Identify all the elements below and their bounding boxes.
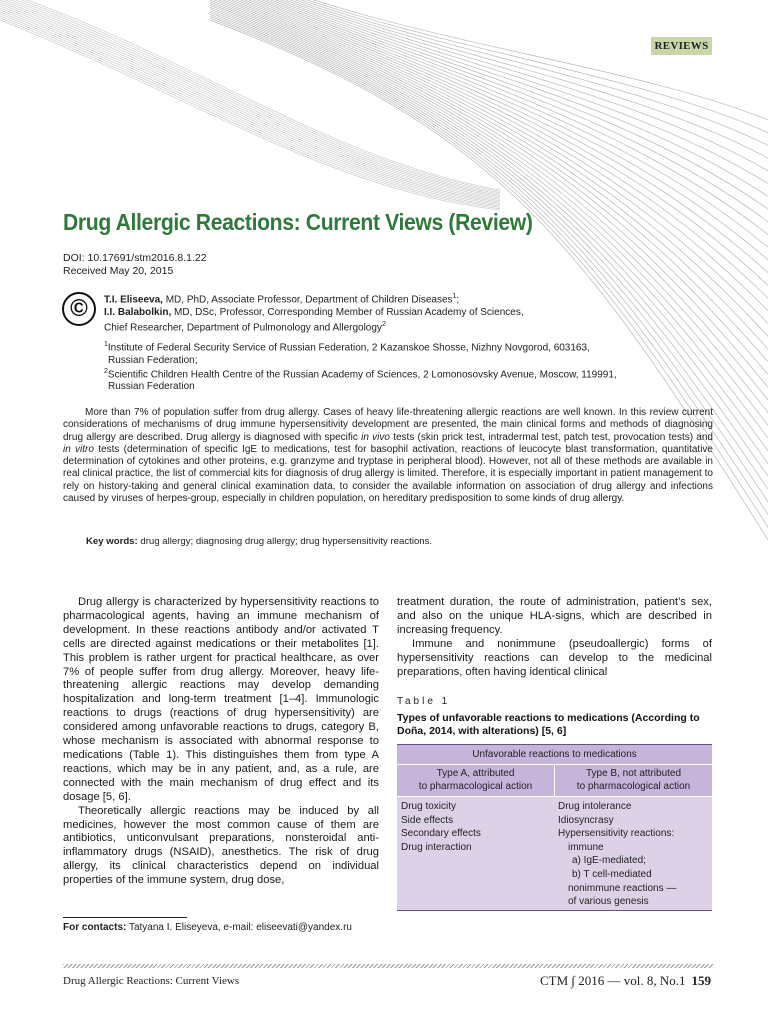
wave-line [0, 0, 500, 190]
table-cell: Drug toxicity [401, 801, 457, 812]
author-details: MD, DSc, Professor, Corresponding Member of Russian Academy of Sciences, [171, 307, 524, 318]
wave-line [210, 0, 768, 235]
table-column-b [554, 800, 712, 909]
table-cell: Hypersensitivity reactions: [558, 828, 675, 840]
table-caption: Types of unfavorable reactions to medications (According to Doña, 2014, with alterations) [5, 6] [397, 712, 700, 737]
author-tail: ; [456, 294, 460, 306]
wave-line [210, 0, 768, 171]
footer-journal-info [540, 973, 711, 989]
table-cell: Side effects [401, 814, 454, 826]
affiliation-sup: 1 [104, 341, 108, 348]
wave-line [0, 6, 500, 201]
wave-line [210, 0, 768, 375]
body-paragraph: Theoretically allergic reactions may be induced by all medicines, however the most common cause of them are antibiotics, unticonvulsant preparations, nonsteroidal anti-inflammatory drugs (NSAID), anesthetics. The risk of drug allergy, its clinical characteristics depend on individual properties of the immune system, drug dose, [63, 804, 379, 887]
page-number: 159 [691, 973, 711, 988]
abstract [63, 407, 713, 505]
author-sup: 2 [381, 321, 386, 328]
author-2-position [104, 321, 386, 333]
table-cell: nonimmune reactions — [568, 882, 677, 894]
wave-line [210, 0, 768, 209]
author-details: Chief Researcher, Department of Pulmonology and Allergology [104, 322, 382, 334]
affiliation-line: Institute of Federal Security Service of Russian Federation, 2 Kazanskoe Shosse, Nizhny Novgorod, 603163, [107, 342, 590, 354]
wave-line [210, 0, 768, 120]
wave-line [210, 0, 768, 400]
abstract-italic: in vivo [361, 431, 390, 443]
wave-line [0, 2, 500, 198]
wave-line [210, 0, 768, 222]
wave-line [210, 0, 768, 145]
column-header-type-a: Type A, attributed to pharmacological action [397, 765, 555, 796]
abstract-text: tests (determination of specific IgE to medications, test for basophil activation, reactions of leucocyte blast transformation, quantitative determination of cytokines and other proteins, e.g. granzyme and tryptase in peripheral blood). However, not all of these methods are available in real clinical practice, the list of commercial kits for diagnosis of drug allergy is limited. Therefore, it is especially important in patient management to rely on history-taking and general clinical examination data, to consider the available information on association of drug allergy and infections caused by viruses of herpes-group, especially in children population, on hereditary predisposition to some kinds of drug allergy. [63, 443, 713, 505]
author-sup: 1 [452, 293, 457, 300]
wave-line [210, 9, 768, 464]
wave-line [0, 0, 500, 195]
table-cell: Secondary effects [401, 828, 481, 840]
table-column-a [397, 800, 554, 909]
wave-line [0, 0, 500, 197]
abstract-text: More than 7% of population suffer from drug allergy. Cases of heavy life-threatening allergic reactions are well known. In this review current considerations of mechanisms of drug immune hypersensitivity development are presented, the main clinical forms and methods of diagnosing drug allergy are described. Drug allergy is diagnosed with specific [63, 407, 713, 443]
keywords-label: Key words: [86, 536, 138, 547]
body-paragraph: treatment duration, the route of administration, patient’s sex, and also on the unique HLA-signs, which are described in increasing frequency. [397, 596, 712, 636]
abstract-text: tests (skin prick test, intradermal test, patch test, provocation tests) and [389, 431, 713, 443]
table-body [397, 797, 712, 909]
wave-line [0, 0, 500, 191]
wave-line [0, 8, 500, 202]
copyright-icon: © [62, 292, 96, 326]
author-1 [104, 293, 459, 305]
author-name: I.I. Balabolkin, [104, 307, 172, 318]
reactions-table [397, 744, 712, 911]
wave-line [210, 0, 768, 158]
contacts [63, 922, 352, 933]
table-subheader-row [397, 765, 712, 797]
table-cell: Drug intolerance [558, 801, 632, 812]
table-cell: b) T cell-mediated [572, 868, 652, 880]
footer-journal: CTM ∫ 2016 — vol. 8, No.1 [540, 973, 686, 988]
column-header-type-b: Type B, not attributed to pharmacological action [576, 768, 691, 792]
footer-divider [63, 964, 713, 968]
author-details: MD, PhD, Associate Professor, Department of Children Diseases [162, 294, 453, 306]
body-column-right [397, 596, 712, 679]
wave-line [0, 0, 500, 193]
table-cell: Idiosyncrasy [558, 814, 614, 826]
table-cell: Drug interaction [401, 841, 472, 853]
table-cell: a) IgE-mediated; [572, 855, 646, 867]
wave-line [210, 0, 768, 196]
affiliation-1-country: Russian Federation; [108, 355, 198, 366]
wave-line [0, 14, 500, 206]
keywords [86, 536, 432, 547]
wave-line [210, 0, 768, 184]
footer-running-title: Drug Allergic Reactions: Current Views [63, 975, 240, 987]
affiliation-1 [104, 341, 590, 353]
table-cell: of various genesis [568, 896, 649, 908]
body-paragraph: Drug allergy is characterized by hypersensitivity reactions to pharmacological agents, having an immune mechanism of development. In these reactions antibody and/or activated T cells are directed against medications or their metabolites [1]. This problem is rather urgent for practical healthcare, as over 7% of people suffer from drug allergy. Moreover, heavy life-threatening allergic reactions may develop demanding hospitalization and long-term treatment [1–4]. Immunologic reactions to drugs (reactions of drug hypersensitivity) are considered among unfavorable reactions to drugs, category B, whose mechanism is associated with abnormal response to medications (Table 1). This distinguishes them from type A reactions, which may be in any patient, and, as a rule, are connected with the main mechanism of drug effect and its dosage [5, 6]. [63, 596, 379, 803]
received-date: Received May 20, 2015 [63, 265, 174, 277]
wave-line [0, 20, 500, 210]
contacts-label: For contacts: [63, 922, 127, 933]
wave-line [0, 10, 500, 203]
wave-line [210, 0, 768, 133]
section-tag: REVIEWS [651, 37, 712, 55]
affiliation-2-country: Russian Federation [108, 381, 195, 392]
table-label: Table 1 [397, 696, 451, 707]
wave-line [0, 0, 500, 194]
contact-divider [63, 917, 187, 918]
affiliation-line: Scientific Children Health Centre of the Russian Academy of Sciences, 2 Lomonosovsky Avenue, Moscow, 119991, [107, 369, 617, 381]
doi[interactable]: DOI: 10.17691/stm2016.8.1.22 [63, 252, 207, 264]
wave-line [0, 16, 500, 207]
author-2 [104, 307, 524, 318]
affiliation-2 [104, 368, 617, 380]
wave-line [0, 4, 500, 199]
table-cell: immune [568, 841, 604, 853]
affiliation-sup: 2 [104, 368, 108, 375]
wave-line [0, 18, 500, 209]
abstract-italic: in vitro [63, 443, 94, 455]
keywords-text: drug allergy; diagnosing drug allergy; drug hypersensitivity reactions. [137, 536, 433, 547]
table-header: Unfavorable reactions to medications [397, 745, 712, 765]
wave-line [0, 12, 500, 205]
article-title: Drug Allergic Reactions: Current Views (Review) [63, 209, 533, 235]
contacts-text[interactable]: Tatyana I. Eliseyeva, e-mail: eliseevati@yandex.ru [126, 922, 352, 933]
body-paragraph: Immune and nonimmune (pseudoallergic) forms of hypersensitivity reactions can develop to the medicinal preparations, often having identical clinical [397, 637, 712, 678]
body-column-left [63, 596, 379, 888]
author-name: T.I. Eliseeva, [104, 294, 163, 306]
